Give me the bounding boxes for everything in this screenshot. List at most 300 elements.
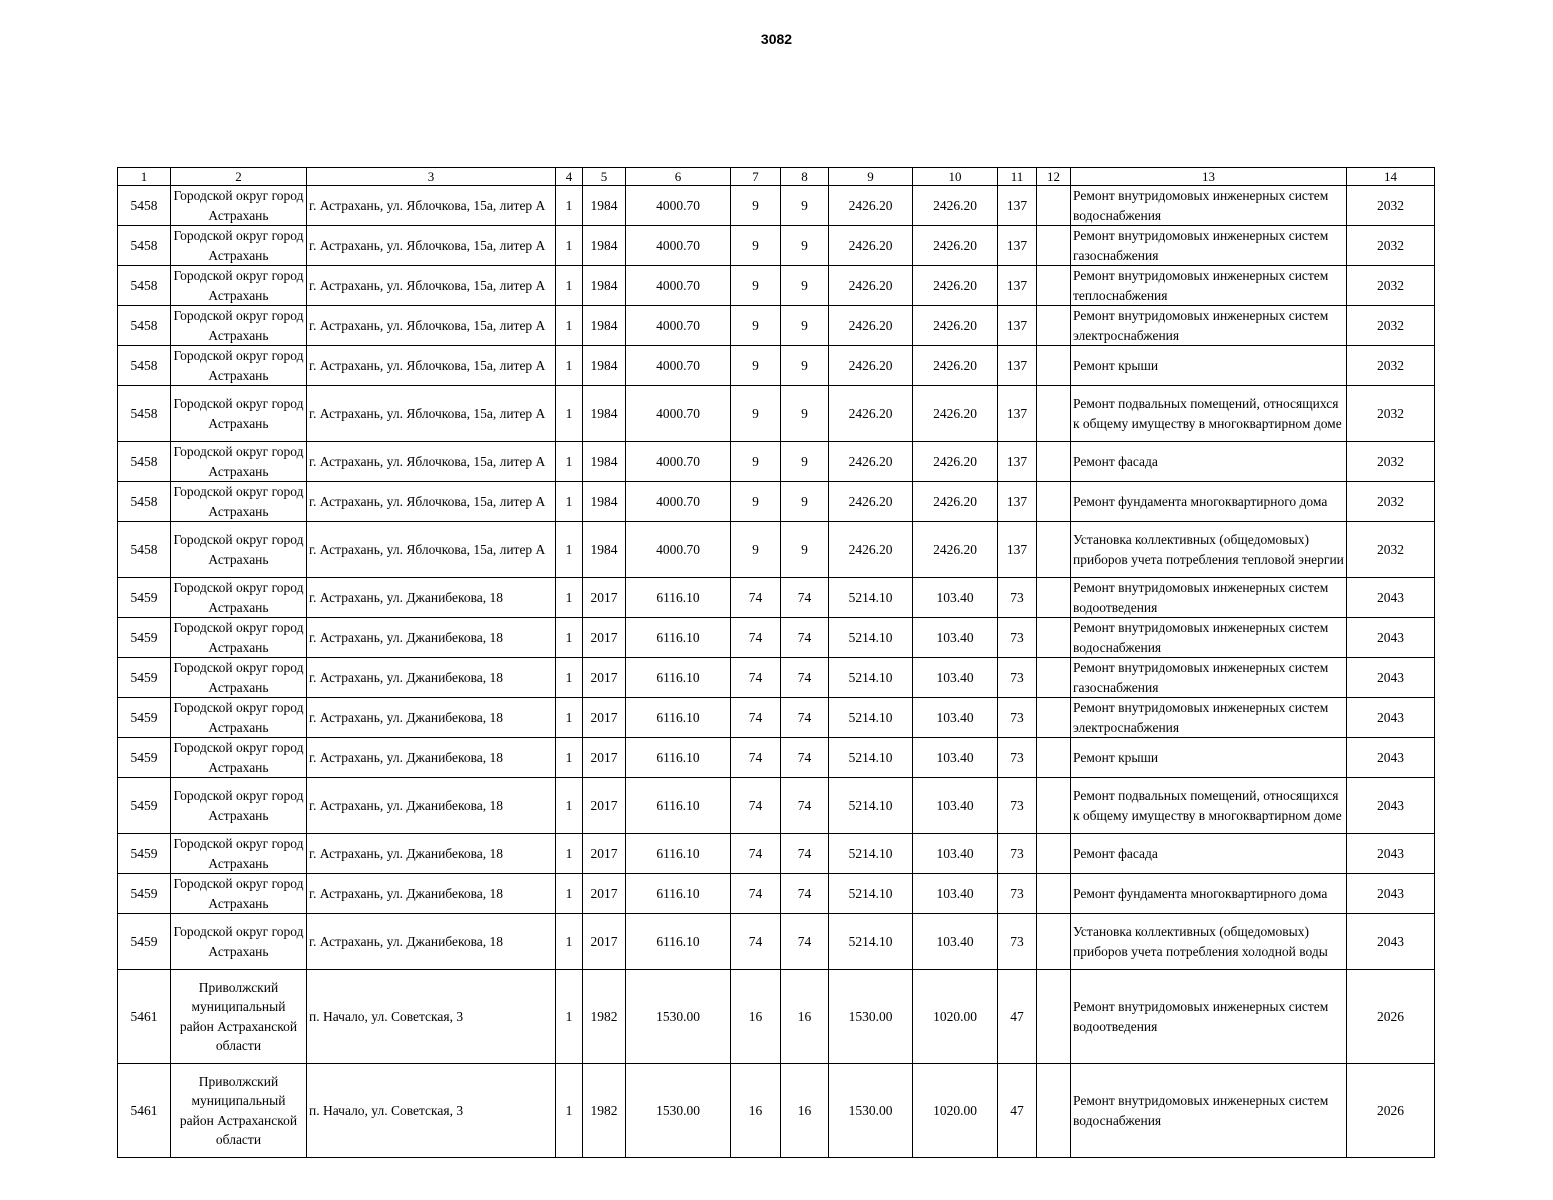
table-body xyxy=(118,186,1435,1158)
cell-planned-year: 2043 xyxy=(1347,874,1435,914)
column-header: 1 xyxy=(118,168,171,186)
cell-col-4: 1 xyxy=(556,1064,583,1158)
column-header: 2 xyxy=(171,168,307,186)
cell-col-9: 5214.10 xyxy=(829,618,913,658)
cell-col-7: 9 xyxy=(731,346,781,386)
cell-col-7: 74 xyxy=(731,658,781,698)
cell-work-type: Ремонт внутридомовых инженерных систем водоотведения xyxy=(1071,970,1347,1064)
cell-municipality: Городской округ город Астрахань xyxy=(171,778,307,834)
cell-col-10: 2426.20 xyxy=(913,482,998,522)
cell-address: г. Астрахань, ул. Джанибекова, 18 xyxy=(307,914,556,970)
cell-col-12 xyxy=(1037,874,1071,914)
cell-col-12 xyxy=(1037,306,1071,346)
cell-col-4: 1 xyxy=(556,306,583,346)
cell-row-number: 5458 xyxy=(118,386,171,442)
cell-col-8: 16 xyxy=(781,1064,829,1158)
cell-row-number: 5458 xyxy=(118,522,171,578)
cell-planned-year: 2032 xyxy=(1347,442,1435,482)
cell-col-10: 2426.20 xyxy=(913,522,998,578)
cell-col-8: 74 xyxy=(781,914,829,970)
cell-col-11: 73 xyxy=(998,658,1037,698)
table-row xyxy=(118,522,1435,578)
cell-col-9: 2426.20 xyxy=(829,482,913,522)
table-row xyxy=(118,386,1435,442)
cell-address: г. Астрахань, ул. Яблочкова, 15а, литер А xyxy=(307,266,556,306)
cell-col-4: 1 xyxy=(556,482,583,522)
cell-row-number: 5458 xyxy=(118,306,171,346)
cell-work-type: Ремонт внутридомовых инженерных систем теплоснабжения xyxy=(1071,266,1347,306)
cell-col-4: 1 xyxy=(556,266,583,306)
table-row xyxy=(118,186,1435,226)
column-header: 8 xyxy=(781,168,829,186)
cell-col-7: 74 xyxy=(731,698,781,738)
cell-col-7: 74 xyxy=(731,578,781,618)
cell-col-8: 74 xyxy=(781,618,829,658)
cell-col-10: 103.40 xyxy=(913,658,998,698)
cell-work-type: Ремонт подвальных помещений, относящихся к общему имуществу в многоквартирном доме xyxy=(1071,386,1347,442)
cell-year: 1984 xyxy=(583,266,626,306)
cell-col-10: 2426.20 xyxy=(913,226,998,266)
cell-year: 2017 xyxy=(583,738,626,778)
cell-total-area: 4000.70 xyxy=(626,522,731,578)
cell-col-12 xyxy=(1037,522,1071,578)
cell-col-11: 73 xyxy=(998,834,1037,874)
cell-work-type: Установка коллективных (общедомовых) приборов учета потребления тепловой энергии xyxy=(1071,522,1347,578)
page-number: 3082 xyxy=(760,31,793,47)
cell-work-type: Ремонт внутридомовых инженерных систем водоотведения xyxy=(1071,578,1347,618)
cell-row-number: 5459 xyxy=(118,738,171,778)
cell-row-number: 5459 xyxy=(118,778,171,834)
cell-total-area: 4000.70 xyxy=(626,226,731,266)
cell-work-type: Ремонт крыши xyxy=(1071,346,1347,386)
column-header: 11 xyxy=(998,168,1037,186)
cell-col-4: 1 xyxy=(556,970,583,1064)
cell-row-number: 5459 xyxy=(118,834,171,874)
cell-col-10: 2426.20 xyxy=(913,386,998,442)
cell-col-11: 73 xyxy=(998,698,1037,738)
cell-planned-year: 2032 xyxy=(1347,482,1435,522)
cell-municipality: Городской округ город Астрахань xyxy=(171,442,307,482)
cell-col-9: 2426.20 xyxy=(829,386,913,442)
cell-address: г. Астрахань, ул. Джанибекова, 18 xyxy=(307,618,556,658)
cell-year: 1984 xyxy=(583,186,626,226)
table-row xyxy=(118,738,1435,778)
cell-col-11: 73 xyxy=(998,914,1037,970)
cell-planned-year: 2032 xyxy=(1347,386,1435,442)
column-header: 10 xyxy=(913,168,998,186)
cell-year: 2017 xyxy=(583,698,626,738)
cell-address: п. Начало, ул. Советская, 3 xyxy=(307,970,556,1064)
cell-municipality: Приволжский муниципальный район Астраханской области xyxy=(171,970,307,1064)
cell-address: г. Астрахань, ул. Яблочкова, 15а, литер А xyxy=(307,346,556,386)
cell-planned-year: 2032 xyxy=(1347,186,1435,226)
cell-municipality: Городской округ город Астрахань xyxy=(171,914,307,970)
cell-col-7: 9 xyxy=(731,306,781,346)
header-row xyxy=(118,168,1435,186)
table-row xyxy=(118,442,1435,482)
cell-municipality: Городской округ город Астрахань xyxy=(171,738,307,778)
cell-col-12 xyxy=(1037,442,1071,482)
cell-col-9: 5214.10 xyxy=(829,914,913,970)
cell-year: 1984 xyxy=(583,346,626,386)
cell-col-11: 73 xyxy=(998,738,1037,778)
cell-year: 2017 xyxy=(583,578,626,618)
cell-work-type: Ремонт фасада xyxy=(1071,442,1347,482)
table-row xyxy=(118,226,1435,266)
cell-col-11: 137 xyxy=(998,186,1037,226)
cell-municipality: Городской округ город Астрахань xyxy=(171,834,307,874)
cell-col-4: 1 xyxy=(556,834,583,874)
cell-municipality: Городской округ город Астрахань xyxy=(171,578,307,618)
cell-col-4: 1 xyxy=(556,442,583,482)
cell-address: г. Астрахань, ул. Яблочкова, 15а, литер А xyxy=(307,306,556,346)
cell-address: г. Астрахань, ул. Джанибекова, 18 xyxy=(307,834,556,874)
column-header: 4 xyxy=(556,168,583,186)
cell-col-4: 1 xyxy=(556,738,583,778)
cell-address: г. Астрахань, ул. Джанибекова, 18 xyxy=(307,874,556,914)
table-row xyxy=(118,834,1435,874)
cell-year: 2017 xyxy=(583,834,626,874)
cell-col-10: 1020.00 xyxy=(913,1064,998,1158)
cell-col-8: 74 xyxy=(781,834,829,874)
cell-col-9: 5214.10 xyxy=(829,578,913,618)
cell-col-9: 2426.20 xyxy=(829,226,913,266)
cell-col-4: 1 xyxy=(556,186,583,226)
cell-municipality: Городской округ город Астрахань xyxy=(171,874,307,914)
cell-planned-year: 2043 xyxy=(1347,578,1435,618)
cell-col-4: 1 xyxy=(556,874,583,914)
cell-col-4: 1 xyxy=(556,618,583,658)
cell-row-number: 5458 xyxy=(118,266,171,306)
cell-col-10: 103.40 xyxy=(913,874,998,914)
cell-address: г. Астрахань, ул. Яблочкова, 15а, литер А xyxy=(307,522,556,578)
cell-address: г. Астрахань, ул. Джанибекова, 18 xyxy=(307,578,556,618)
cell-col-12 xyxy=(1037,618,1071,658)
cell-col-4: 1 xyxy=(556,386,583,442)
cell-row-number: 5458 xyxy=(118,186,171,226)
cell-col-12 xyxy=(1037,698,1071,738)
cell-total-area: 6116.10 xyxy=(626,578,731,618)
cell-col-7: 16 xyxy=(731,970,781,1064)
cell-planned-year: 2043 xyxy=(1347,738,1435,778)
cell-col-9: 1530.00 xyxy=(829,970,913,1064)
cell-col-7: 74 xyxy=(731,778,781,834)
cell-work-type: Ремонт фундамента многоквартирного дома xyxy=(1071,874,1347,914)
table-row xyxy=(118,618,1435,658)
cell-year: 2017 xyxy=(583,874,626,914)
cell-total-area: 4000.70 xyxy=(626,386,731,442)
cell-total-area: 4000.70 xyxy=(626,346,731,386)
cell-col-8: 74 xyxy=(781,738,829,778)
cell-work-type: Ремонт внутридомовых инженерных систем электроснабжения xyxy=(1071,306,1347,346)
cell-year: 1984 xyxy=(583,306,626,346)
register-table xyxy=(117,167,1435,1158)
cell-total-area: 6116.10 xyxy=(626,698,731,738)
cell-year: 2017 xyxy=(583,658,626,698)
cell-col-7: 74 xyxy=(731,618,781,658)
cell-col-11: 73 xyxy=(998,618,1037,658)
cell-col-10: 103.40 xyxy=(913,778,998,834)
cell-year: 1984 xyxy=(583,482,626,522)
cell-municipality: Городской округ город Астрахань xyxy=(171,522,307,578)
cell-work-type: Ремонт внутридомовых инженерных систем газоснабжения xyxy=(1071,226,1347,266)
cell-address: п. Начало, ул. Советская, 3 xyxy=(307,1064,556,1158)
column-header: 5 xyxy=(583,168,626,186)
cell-col-9: 5214.10 xyxy=(829,658,913,698)
cell-planned-year: 2043 xyxy=(1347,618,1435,658)
cell-year: 1984 xyxy=(583,226,626,266)
cell-col-8: 74 xyxy=(781,778,829,834)
cell-col-7: 9 xyxy=(731,226,781,266)
cell-year: 1982 xyxy=(583,1064,626,1158)
cell-municipality: Городской округ город Астрахань xyxy=(171,186,307,226)
column-header: 9 xyxy=(829,168,913,186)
cell-row-number: 5461 xyxy=(118,970,171,1064)
cell-col-10: 2426.20 xyxy=(913,306,998,346)
cell-col-8: 9 xyxy=(781,442,829,482)
cell-col-8: 9 xyxy=(781,186,829,226)
cell-col-9: 5214.10 xyxy=(829,698,913,738)
cell-col-10: 103.40 xyxy=(913,738,998,778)
cell-col-4: 1 xyxy=(556,698,583,738)
cell-col-10: 103.40 xyxy=(913,834,998,874)
cell-col-8: 9 xyxy=(781,346,829,386)
cell-row-number: 5458 xyxy=(118,482,171,522)
cell-planned-year: 2032 xyxy=(1347,226,1435,266)
cell-address: г. Астрахань, ул. Яблочкова, 15а, литер А xyxy=(307,226,556,266)
cell-planned-year: 2026 xyxy=(1347,1064,1435,1158)
cell-col-10: 103.40 xyxy=(913,914,998,970)
cell-col-9: 2426.20 xyxy=(829,186,913,226)
cell-year: 2017 xyxy=(583,618,626,658)
cell-row-number: 5458 xyxy=(118,226,171,266)
cell-address: г. Астрахань, ул. Яблочкова, 15а, литер А xyxy=(307,186,556,226)
cell-col-10: 2426.20 xyxy=(913,346,998,386)
cell-row-number: 5459 xyxy=(118,578,171,618)
cell-total-area: 4000.70 xyxy=(626,442,731,482)
cell-col-9: 1530.00 xyxy=(829,1064,913,1158)
cell-total-area: 1530.00 xyxy=(626,1064,731,1158)
cell-col-10: 103.40 xyxy=(913,698,998,738)
cell-total-area: 4000.70 xyxy=(626,482,731,522)
cell-total-area: 4000.70 xyxy=(626,186,731,226)
cell-planned-year: 2032 xyxy=(1347,346,1435,386)
cell-work-type: Ремонт крыши xyxy=(1071,738,1347,778)
cell-col-12 xyxy=(1037,482,1071,522)
cell-col-9: 5214.10 xyxy=(829,738,913,778)
cell-row-number: 5458 xyxy=(118,346,171,386)
cell-col-4: 1 xyxy=(556,578,583,618)
cell-total-area: 6116.10 xyxy=(626,874,731,914)
cell-col-4: 1 xyxy=(556,522,583,578)
cell-col-12 xyxy=(1037,266,1071,306)
column-header: 3 xyxy=(307,168,556,186)
cell-work-type: Ремонт внутридомовых инженерных систем водоснабжения xyxy=(1071,1064,1347,1158)
cell-total-area: 6116.10 xyxy=(626,834,731,874)
cell-total-area: 4000.70 xyxy=(626,266,731,306)
cell-col-9: 5214.10 xyxy=(829,874,913,914)
cell-col-9: 2426.20 xyxy=(829,346,913,386)
cell-col-4: 1 xyxy=(556,658,583,698)
cell-col-7: 9 xyxy=(731,482,781,522)
cell-municipality: Городской округ город Астрахань xyxy=(171,698,307,738)
table-row xyxy=(118,266,1435,306)
column-header: 13 xyxy=(1071,168,1347,186)
cell-address: г. Астрахань, ул. Джанибекова, 18 xyxy=(307,698,556,738)
cell-col-8: 74 xyxy=(781,578,829,618)
cell-municipality: Городской округ город Астрахань xyxy=(171,306,307,346)
cell-row-number: 5459 xyxy=(118,658,171,698)
cell-col-12 xyxy=(1037,578,1071,618)
cell-col-11: 137 xyxy=(998,226,1037,266)
cell-work-type: Ремонт внутридомовых инженерных систем газоснабжения xyxy=(1071,658,1347,698)
column-header: 7 xyxy=(731,168,781,186)
cell-municipality: Городской округ город Астрахань xyxy=(171,346,307,386)
cell-col-11: 137 xyxy=(998,442,1037,482)
cell-col-7: 74 xyxy=(731,874,781,914)
cell-col-8: 9 xyxy=(781,522,829,578)
table-row xyxy=(118,778,1435,834)
cell-col-4: 1 xyxy=(556,226,583,266)
cell-col-12 xyxy=(1037,658,1071,698)
cell-total-area: 6116.10 xyxy=(626,658,731,698)
cell-year: 2017 xyxy=(583,778,626,834)
table-row xyxy=(118,578,1435,618)
cell-planned-year: 2043 xyxy=(1347,778,1435,834)
column-header: 14 xyxy=(1347,168,1435,186)
cell-municipality: Городской округ город Астрахань xyxy=(171,482,307,522)
cell-col-8: 74 xyxy=(781,874,829,914)
cell-col-8: 9 xyxy=(781,226,829,266)
cell-col-8: 9 xyxy=(781,386,829,442)
cell-col-11: 137 xyxy=(998,306,1037,346)
cell-col-12 xyxy=(1037,970,1071,1064)
cell-row-number: 5458 xyxy=(118,442,171,482)
cell-col-7: 9 xyxy=(731,186,781,226)
cell-row-number: 5459 xyxy=(118,698,171,738)
cell-year: 1984 xyxy=(583,442,626,482)
table-row xyxy=(118,698,1435,738)
cell-col-8: 16 xyxy=(781,970,829,1064)
cell-col-12 xyxy=(1037,834,1071,874)
cell-year: 1984 xyxy=(583,522,626,578)
cell-work-type: Ремонт фасада xyxy=(1071,834,1347,874)
cell-col-12 xyxy=(1037,914,1071,970)
column-header: 12 xyxy=(1037,168,1071,186)
cell-planned-year: 2032 xyxy=(1347,522,1435,578)
cell-col-10: 1020.00 xyxy=(913,970,998,1064)
cell-address: г. Астрахань, ул. Яблочкова, 15а, литер А xyxy=(307,386,556,442)
cell-total-area: 6116.10 xyxy=(626,778,731,834)
cell-col-7: 9 xyxy=(731,386,781,442)
cell-col-11: 73 xyxy=(998,874,1037,914)
cell-col-9: 2426.20 xyxy=(829,306,913,346)
cell-col-7: 9 xyxy=(731,522,781,578)
cell-col-7: 9 xyxy=(731,266,781,306)
cell-col-7: 74 xyxy=(731,914,781,970)
cell-municipality: Городской округ город Астрахань xyxy=(171,386,307,442)
table-row xyxy=(118,1064,1435,1158)
cell-municipality: Городской округ город Астрахань xyxy=(171,658,307,698)
cell-col-11: 137 xyxy=(998,346,1037,386)
cell-work-type: Ремонт внутридомовых инженерных систем водоснабжения xyxy=(1071,186,1347,226)
cell-row-number: 5461 xyxy=(118,1064,171,1158)
cell-col-11: 73 xyxy=(998,778,1037,834)
cell-total-area: 1530.00 xyxy=(626,970,731,1064)
cell-municipality: Городской округ город Астрахань xyxy=(171,226,307,266)
cell-address: г. Астрахань, ул. Джанибекова, 18 xyxy=(307,658,556,698)
cell-col-12 xyxy=(1037,186,1071,226)
cell-municipality: Городской округ город Астрахань xyxy=(171,618,307,658)
cell-row-number: 5459 xyxy=(118,618,171,658)
table-row xyxy=(118,658,1435,698)
cell-col-8: 9 xyxy=(781,482,829,522)
cell-col-4: 1 xyxy=(556,914,583,970)
cell-col-12 xyxy=(1037,738,1071,778)
cell-col-12 xyxy=(1037,226,1071,266)
cell-planned-year: 2043 xyxy=(1347,658,1435,698)
cell-planned-year: 2043 xyxy=(1347,698,1435,738)
cell-col-11: 137 xyxy=(998,266,1037,306)
cell-col-12 xyxy=(1037,346,1071,386)
cell-col-9: 2426.20 xyxy=(829,266,913,306)
cell-work-type: Ремонт фундамента многоквартирного дома xyxy=(1071,482,1347,522)
table-row xyxy=(118,914,1435,970)
cell-col-10: 2426.20 xyxy=(913,266,998,306)
cell-address: г. Астрахань, ул. Яблочкова, 15а, литер А xyxy=(307,442,556,482)
cell-col-9: 2426.20 xyxy=(829,522,913,578)
cell-col-4: 1 xyxy=(556,778,583,834)
cell-municipality: Приволжский муниципальный район Астраханской области xyxy=(171,1064,307,1158)
cell-col-10: 2426.20 xyxy=(913,186,998,226)
cell-work-type: Ремонт подвальных помещений, относящихся к общему имуществу в многоквартирном доме xyxy=(1071,778,1347,834)
cell-col-12 xyxy=(1037,1064,1071,1158)
cell-address: г. Астрахань, ул. Джанибекова, 18 xyxy=(307,738,556,778)
cell-col-11: 137 xyxy=(998,522,1037,578)
cell-address: г. Астрахань, ул. Джанибекова, 18 xyxy=(307,778,556,834)
table-row xyxy=(118,346,1435,386)
cell-col-8: 74 xyxy=(781,658,829,698)
cell-total-area: 6116.10 xyxy=(626,738,731,778)
cell-planned-year: 2043 xyxy=(1347,914,1435,970)
cell-total-area: 6116.10 xyxy=(626,914,731,970)
cell-col-10: 2426.20 xyxy=(913,442,998,482)
cell-total-area: 4000.70 xyxy=(626,306,731,346)
cell-col-11: 137 xyxy=(998,386,1037,442)
cell-col-11: 47 xyxy=(998,1064,1037,1158)
cell-planned-year: 2032 xyxy=(1347,306,1435,346)
cell-address: г. Астрахань, ул. Яблочкова, 15а, литер А xyxy=(307,482,556,522)
cell-col-7: 74 xyxy=(731,834,781,874)
cell-col-8: 9 xyxy=(781,266,829,306)
cell-total-area: 6116.10 xyxy=(626,618,731,658)
table-row xyxy=(118,482,1435,522)
cell-col-11: 137 xyxy=(998,482,1037,522)
cell-col-10: 103.40 xyxy=(913,578,998,618)
cell-year: 1982 xyxy=(583,970,626,1064)
cell-work-type: Ремонт внутридомовых инженерных систем электроснабжения xyxy=(1071,698,1347,738)
cell-col-4: 1 xyxy=(556,346,583,386)
cell-municipality: Городской округ город Астрахань xyxy=(171,266,307,306)
cell-col-11: 47 xyxy=(998,970,1037,1064)
table-row xyxy=(118,874,1435,914)
cell-col-9: 2426.20 xyxy=(829,442,913,482)
cell-planned-year: 2032 xyxy=(1347,266,1435,306)
table-row xyxy=(118,970,1435,1064)
cell-col-7: 9 xyxy=(731,442,781,482)
cell-col-10: 103.40 xyxy=(913,618,998,658)
table-row xyxy=(118,306,1435,346)
